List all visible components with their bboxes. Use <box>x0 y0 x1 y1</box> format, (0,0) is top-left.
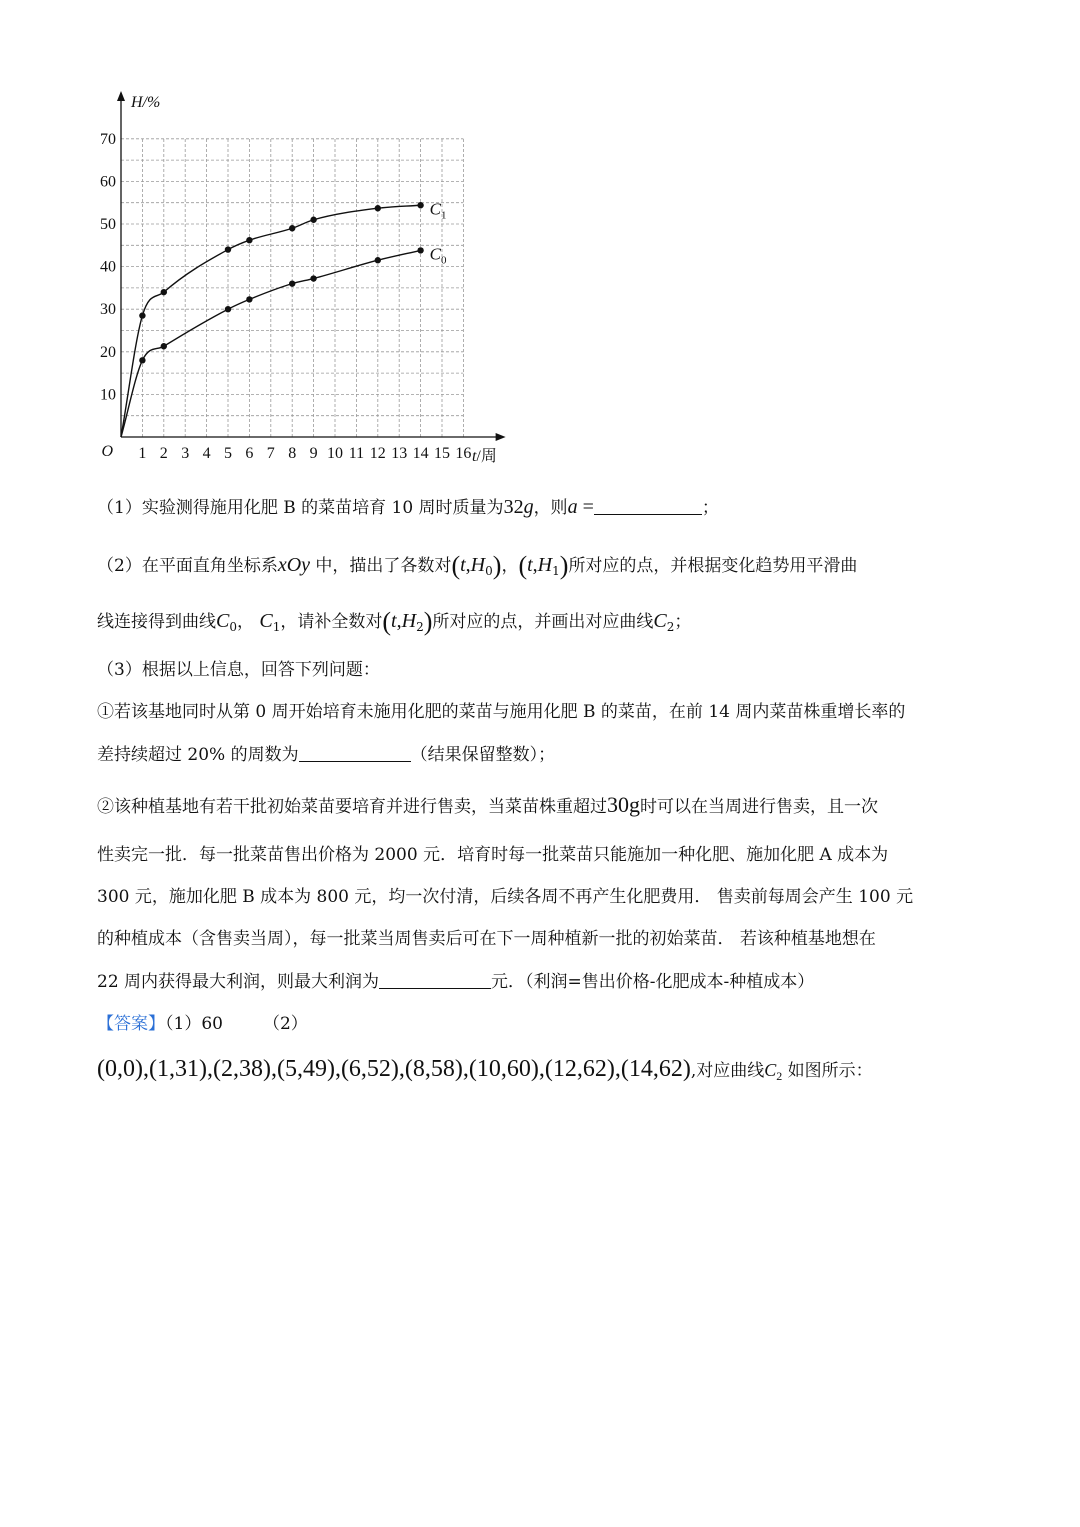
x-tick-label: 13 <box>391 445 408 462</box>
x-tick-label: 6 <box>245 445 254 462</box>
x-tick-label: 1 <box>138 445 147 462</box>
sub-1: 1 <box>552 564 560 578</box>
x-tick-label: 15 <box>434 445 450 462</box>
x-tick-label: 11 <box>348 445 365 462</box>
q3-2-answer-blank[interactable] <box>379 972 491 989</box>
chart-grid <box>121 139 463 437</box>
series-c0 <box>121 244 447 437</box>
data-point <box>417 202 423 208</box>
curve-c0: C <box>216 610 230 632</box>
pair-h1: H <box>537 554 553 576</box>
question-3: （3）根据以上信息，回答下列问题： <box>97 660 380 680</box>
q2-end: ； <box>674 612 692 632</box>
data-point <box>310 217 316 223</box>
q1-mass-unit: g <box>523 496 534 518</box>
y-tick-label: 20 <box>100 343 116 361</box>
pair-t: t <box>460 554 466 576</box>
x-tick-label: 12 <box>369 445 386 462</box>
q2-text-e: 线连接得到曲线 <box>97 612 216 632</box>
coords-tail: ,对应曲线 <box>690 1061 765 1081</box>
growth-chart <box>85 85 555 475</box>
answer-line <box>97 1014 308 1034</box>
q3-1-note: （结果保留整数）； <box>410 745 556 765</box>
x-tick-label: 8 <box>288 445 297 462</box>
q2-text-g: ，请补全数对 <box>280 612 383 632</box>
q1-text-b: ，则 <box>533 498 568 518</box>
chart-series <box>121 199 447 437</box>
x-tick-label: 5 <box>224 445 232 462</box>
q1-equals: = <box>577 496 594 518</box>
series-c1 <box>121 199 446 437</box>
y-tick-label: 70 <box>100 130 116 148</box>
pair-t: t <box>391 610 397 632</box>
data-point <box>139 312 145 318</box>
data-point <box>161 343 167 349</box>
q1-text: （1）实验测得施用化肥 B 的菜苗培育 10 周时质量为 <box>97 498 504 518</box>
q3-2-text-a: ②该种植基地有若干批初始菜苗要培育并进行售卖，当菜苗株重超过 <box>97 797 607 817</box>
x-tick-label: 7 <box>266 445 275 462</box>
q3-1-answer-blank[interactable] <box>299 745 411 762</box>
q1-mass-value: 32 <box>503 496 524 518</box>
x-tick-label: 10 <box>327 445 343 462</box>
x-tick-label: 3 <box>181 445 190 462</box>
data-point <box>375 205 381 211</box>
q1-end: ； <box>701 498 719 518</box>
question-1 <box>97 495 719 519</box>
answer-tag: 【答案】 <box>97 1014 165 1034</box>
question-3-1-line-2 <box>97 745 555 765</box>
y-tick-label: 10 <box>100 386 116 404</box>
question-3-2-line-2: 性卖完一批．每一批菜苗售出价格为 2000 元．培育时每一批菜苗只能施加一种化肥、施加化肥 A 成本为 <box>97 845 889 865</box>
paren: ( <box>451 551 461 580</box>
y-tick-label: 40 <box>100 258 116 276</box>
y-tick-label: 30 <box>100 301 116 319</box>
q1-variable-a: a <box>567 496 578 518</box>
sub-2: 2 <box>776 1069 783 1083</box>
data-point <box>139 357 145 363</box>
x-axis-arrow <box>496 433 506 441</box>
answer-2: （2） <box>262 1014 308 1034</box>
paren: ) <box>492 551 502 580</box>
pair-t: t <box>527 554 533 576</box>
answer-coordinates <box>97 1056 873 1084</box>
paren: ) <box>423 607 433 636</box>
answer-1: （1）60 <box>165 1014 223 1034</box>
coords-tail-2: 如图所示： <box>782 1061 873 1081</box>
data-point <box>225 246 231 252</box>
q3-1-text: 差持续超过 20% 的周数为 <box>97 745 299 765</box>
y-axis-arrow <box>117 91 125 101</box>
y-tick-label: 60 <box>100 173 116 191</box>
pair-h2: H <box>401 610 417 632</box>
curve-c2: C <box>653 610 667 632</box>
comma: ， <box>236 612 254 632</box>
series-label: $C_1$ <box>429 199 447 222</box>
data-point <box>161 289 167 295</box>
paren: ( <box>518 551 528 580</box>
question-3-2-line-4: 的种植成本（含售卖当周），每一批菜当周售卖后可在下一周种植新一批的初始菜苗． 若该种植基地想在 <box>97 929 876 949</box>
data-point <box>246 237 252 243</box>
x-tick-label: 16 <box>455 445 472 462</box>
series-label: $C_0$ <box>429 244 447 267</box>
data-point <box>225 306 231 312</box>
data-point <box>246 296 252 302</box>
curve-c1: C <box>259 610 273 632</box>
q3-2-text-e: 22 周内获得最大利润，则最大利润为 <box>97 972 380 992</box>
q2-text-b: 中，描出了各数对 <box>310 556 452 576</box>
q3-2-text-a2: 时可以在当周进行售卖，且一次 <box>640 797 878 817</box>
curve-c2-label: C <box>764 1060 777 1080</box>
x-axis-label: t/周 <box>471 448 497 465</box>
comma: ， <box>501 556 519 576</box>
question-2-line-2: 线连接得到曲线$C_0$， $C_1$，请补全数对$(t,H_2)$所对应的点，并画出对应曲线$C_2$； <box>97 607 692 636</box>
q2-xoy: xOy <box>277 554 311 576</box>
sub-0: 0 <box>485 564 493 578</box>
chart-axes <box>117 91 506 441</box>
sub-2: 2 <box>666 620 675 634</box>
sub-1: 1 <box>272 620 281 634</box>
y-axis-label: H/% <box>131 94 161 111</box>
question-3-2-line-5 <box>97 972 814 992</box>
paren: ( <box>382 607 392 636</box>
q2-text-a: （2）在平面直角坐标系 <box>97 556 278 576</box>
q3-2-text-f: 元．（利润=售出价格-化肥成本-种植成本） <box>491 972 815 992</box>
x-tick-label: 2 <box>159 445 168 462</box>
data-point <box>289 280 295 286</box>
q1-answer-blank[interactable] <box>594 498 702 515</box>
data-point <box>310 275 316 281</box>
data-point <box>375 257 381 263</box>
origin-label: O <box>101 443 113 460</box>
pair-h0: H <box>470 554 486 576</box>
question-3-2-line-1 <box>97 792 878 818</box>
coordinate-list: (0,0),(1,31),(2,38),(5,49),(6,52),(8,58),(10,60),(12,62),(14,62) <box>97 1056 691 1082</box>
y-tick-label: 50 <box>100 216 116 233</box>
sub-2: 2 <box>416 620 424 634</box>
question-3-2-line-3: 300 元，施加化肥 B 成本为 800 元，均一次付清，后续各周不再产生化肥费用． 售卖前每周会产生 100 元 <box>97 887 914 907</box>
chart-tick-labels <box>100 94 497 465</box>
data-point <box>289 225 295 231</box>
x-tick-label: 9 <box>309 445 318 462</box>
x-tick-label: 4 <box>202 445 211 462</box>
question-2-line-1: （2）在平面直角坐标系xOy 中，描出了各数对$(t,H_0)$，$(t,H_1)$所对应的点，并根据变化趋势用平滑曲 <box>97 551 858 580</box>
x-tick-label: 14 <box>412 445 429 462</box>
paren: ) <box>559 551 569 580</box>
sub-0: 0 <box>229 620 237 634</box>
q3-2-weight: 30g <box>607 792 640 817</box>
q2-text-d: 所对应的点，并根据变化趋势用平滑曲 <box>568 556 858 576</box>
q2-text-h: 所对应的点，并画出对应曲线 <box>432 612 654 632</box>
data-point <box>417 247 423 253</box>
question-3-1-line-1: ①若该基地同时从第 0 周开始培育未施用化肥的菜苗与施用化肥 B 的菜苗，在前 14 周内菜苗株重增长率的 <box>97 702 906 722</box>
